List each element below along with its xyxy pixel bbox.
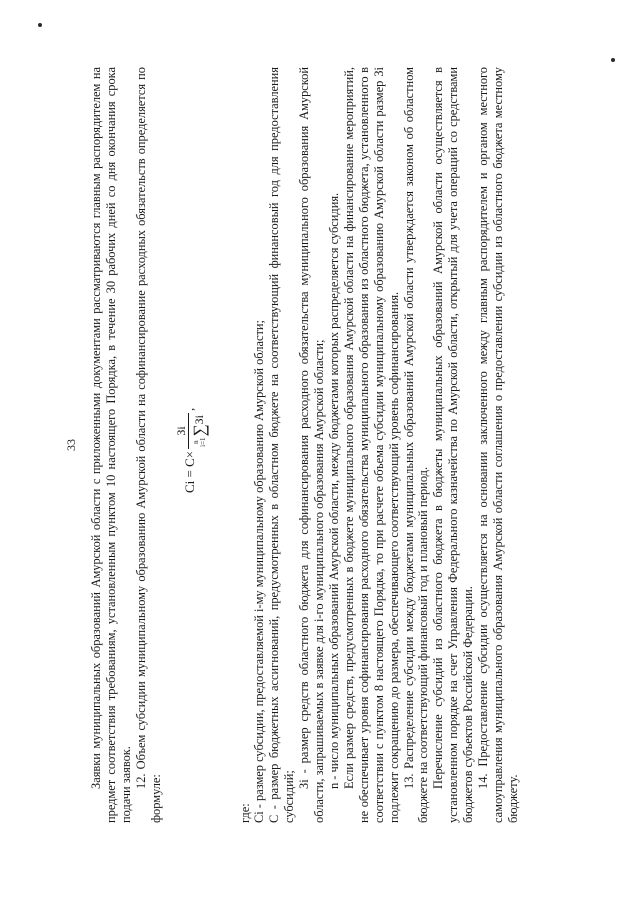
rotated-text-block [60,57,580,847]
paragraph-14: 14. Предоставление субсидии осуществляется на основании заключенного между главным распорядителем и органом местного самоуправления муниципального образования Амурской области соглашения о предоставлении субсидии из областного бюджета местному бюджету. [476,67,520,823]
definition-n: n - число муниципальных образований Амурской области, между бюджетами которых распределяется субсидия. [326,192,341,789]
formula-block [164,67,238,823]
paragraph-transfer: Перечисление субсидий из областного бюджета в бюджеты муниципальных образований Амурской области осуществляется в установленном порядке на счет Управления Федерального казначейства по Амурской области, открытый для учета операций со средствами бюджетов субъектов Российской Федерации. [431,67,476,823]
sum-limit-bottom: i=1 [198,437,207,447]
formula-lhs: Сi = C× [182,450,198,493]
formula-trailing-comma: , [181,407,197,411]
paragraph-reduction: Если размер средств, предусмотренных в бюджете муниципального образования Амурской области на финансирование мероприятий, не обеспечивает уровня софинансирования расходного обязательства муниципального образования из областного бюджета, установленного в соответствии с пунктом 8 настоящего Порядка, то при расчете объема субсидии муниципальному образованию Амурской области размер Зi подлежит сокращению до размера, обеспечивающего соответствующий уровень софинансирования. [341,67,401,823]
sigma-symbol: ∑ [189,424,209,437]
page-number: 33 [64,439,78,451]
formula-fraction [174,413,207,449]
paragraph-13: 13. Распределение субсидии между бюджетами муниципальных образований Амурской области утверждается законом об областном бюджете на соответствующий финансовый год и плановый период. [401,67,431,823]
scan-speck [38,23,42,27]
subsidy-formula [174,408,207,493]
definitions-intro: где: [237,803,252,823]
definition-ci: Сi - размер субсидии, предоставляемой i-му муниципальному образованию Амурской области; [252,320,267,823]
formula-denominator [188,413,207,449]
scan-speck [611,58,615,62]
sum-limit-top: n [191,440,200,444]
sum-limits [193,437,207,446]
paragraph-applications: Заявки муниципальных образований Амурской области с приложенными документами рассматриваются главным распорядителем на предмет соответствия требованиям, установленным пунктом 10 настоящего Порядка, в течение 30 рабочих дней со дня окончания срока подачи заявок. [89,67,133,823]
formula-denominator-term: Зi [191,414,206,425]
definition-c: С - размер бюджетных ассигнований, предусмотренных в областном бюджете на соответствующий финансовый год для предоставления субсидий; [267,67,297,823]
formula-numerator: Зi [173,426,188,436]
definition-zi: Зi - размер средств областного бюджета для софинансирования расходного обязательства муниципального образования Амурской области, запрашиваемых в заявке для i-го муниципального образования Амурской области; [297,67,327,823]
paragraph-12: 12. Объем субсидии муниципальному образованию Амурской области на софинансирование расходных обязательств определяется по формуле: [133,67,163,823]
